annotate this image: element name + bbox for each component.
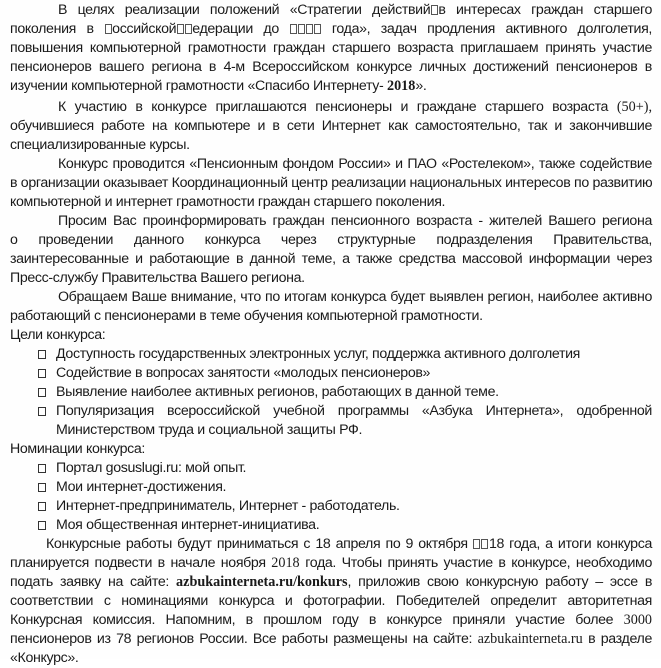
nomination-item xyxy=(38,459,652,478)
checkbox-bullet-icon xyxy=(38,464,46,473)
text: , приложив свою конкурсную работу – эссе в xyxy=(347,574,653,590)
paragraph-2-line-3: специализированные курсы. xyxy=(10,137,190,153)
nomination-text: Мои интернет-достижения. xyxy=(56,479,227,495)
paragraph-1-line-1 xyxy=(58,1,652,20)
nomination-item xyxy=(38,478,652,497)
missing-glyph-icon xyxy=(177,24,184,34)
closing-line-2 xyxy=(10,554,652,573)
text: подать заявку на сайте: xyxy=(10,574,169,590)
nominations-heading: Номинации конкурса: xyxy=(10,441,146,457)
closing-line-7: «Конкурс». xyxy=(10,650,79,666)
paragraph-1-line-3: повышения компьютерной грамотности граждан старшего возраста приглашаем принять участие xyxy=(10,40,652,56)
checkbox-bullet-icon xyxy=(38,483,46,492)
goal-item-continuation: Министерством труда и социальной защиты РФ. xyxy=(56,422,363,438)
closing-line-5 xyxy=(10,611,652,630)
text: оссийской xyxy=(112,21,177,37)
missing-glyph-icon xyxy=(314,24,321,34)
missing-glyph-icon xyxy=(298,24,305,34)
text: Конкурсная комиссия. Напомним, в прошлом году в конкурсе приняли участие более xyxy=(10,612,614,628)
paragraph-5-line-2: работающий с пенсионерами в теме обучения компьютерной грамотности. xyxy=(10,308,483,324)
checkbox-bullet-icon xyxy=(38,407,46,416)
goal-item xyxy=(38,345,652,364)
text: планируется подвести в начале ноября xyxy=(10,555,266,571)
text: Конкурсные работы будут приниматься с 18 апреля по 9 октября xyxy=(46,536,468,552)
nomination-item xyxy=(38,516,652,535)
goal-text: Популяризация всероссийской учебной программы «Азбука Интернета», одобренной xyxy=(56,403,652,419)
participant-count: 3000 xyxy=(623,612,652,628)
checkbox-bullet-icon xyxy=(38,369,46,378)
site-url-link[interactable]: azbukainterneta.ru xyxy=(477,631,583,647)
paragraph-2-line-1 xyxy=(58,98,652,117)
year: 2018 xyxy=(386,78,416,94)
paragraph-5-line-1: Обращаем Ваше внимание, что по итогам конкурса будет выявлен регион, наиболее активно xyxy=(58,289,652,305)
paragraph-4-line-1: Просим Вас проинформировать граждан пенсионного возраста - жителей Вашего региона xyxy=(58,213,652,229)
paragraph-3-line-2: в организации оказывает Координационный центр реализации национальных интересов по развитию xyxy=(10,175,653,191)
paragraph-2-line-2: обучившиеся работе на компьютере и в сети Интернет как самостоятельно, так и закончившие xyxy=(10,118,652,134)
closing-line-1 xyxy=(46,535,652,554)
contest-url-link[interactable]: azbukainterneta.ru/konkurs xyxy=(176,574,348,590)
missing-glyph-icon xyxy=(431,5,438,15)
text: пенсионеров из 78 регионов России. Все работы размещены на сайте: xyxy=(10,631,473,647)
missing-glyph-icon xyxy=(290,24,297,34)
goal-item xyxy=(38,402,652,421)
missing-glyph-icon xyxy=(105,24,112,34)
goal-item xyxy=(38,364,652,383)
text: 18 года, а итоги конкурса xyxy=(488,536,653,552)
text: года», задач продления активного долголетия, xyxy=(331,21,653,37)
goal-text: Доступность государственных электронных услуг, поддержка активного долголетия xyxy=(56,346,581,362)
paragraph-3-line-3: компьютерной и интернет грамотности граждан старшего поколения. xyxy=(10,194,446,210)
text: едерации до xyxy=(192,21,279,37)
nomination-item xyxy=(38,497,652,516)
goal-text: Выявление наиболее активных регионов, работающих в данной теме. xyxy=(56,384,499,400)
closing-line-4: соответствии с номинациями конкурса и фотографии. Победителей определит авторитетная xyxy=(10,593,652,609)
paragraph-4-line-2: о проведении данного конкурса через структурные подразделения Правительства, xyxy=(10,232,652,248)
nomination-text: Портал gosuslugi.ru: мой опыт. xyxy=(56,460,247,476)
paragraph-4-line-3: заинтересованные и работающие в данной теме, а также средства массовой информации через xyxy=(10,251,652,267)
text: изучении компьютерной грамотности «Спасибо Интернету- xyxy=(10,78,384,94)
checkbox-bullet-icon xyxy=(38,388,46,397)
paragraph-4-line-4: Пресс-службу Правительства Вашего региона. xyxy=(10,270,305,286)
missing-glyph-icon xyxy=(473,539,480,549)
paragraph-1-line-2 xyxy=(10,20,652,39)
checkbox-bullet-icon xyxy=(38,521,46,530)
age-note: (50+), xyxy=(616,99,652,115)
year: 2018 xyxy=(271,555,300,571)
nomination-text: Интернет-предприниматель, Интернет - работодатель. xyxy=(56,498,400,514)
text: в интересах граждан старшего xyxy=(438,2,653,18)
text: В целях реализации положений «Стратегии действий xyxy=(58,2,431,18)
missing-glyph-icon xyxy=(185,24,192,34)
checkbox-bullet-icon xyxy=(38,350,46,359)
paragraph-3-line-1: Конкурс проводится «Пенсионным фондом России» и ПАО «Ростелеком», также содействие xyxy=(58,156,652,172)
closing-line-3 xyxy=(10,573,652,592)
text: К участию в конкурсе приглашаются пенсионеры и граждане старшего возраста xyxy=(58,99,609,115)
text: года. Чтобы принять участие в конкурсе, необходимо xyxy=(305,555,652,571)
checkbox-bullet-icon xyxy=(38,502,46,511)
closing-line-6 xyxy=(10,630,652,649)
text: в разделе xyxy=(588,631,652,647)
goal-item xyxy=(38,383,652,402)
nomination-text: Моя общественная интернет-инициатива. xyxy=(56,517,320,533)
text: ». xyxy=(415,78,427,94)
missing-glyph-icon xyxy=(306,24,313,34)
missing-glyph-icon xyxy=(481,539,488,549)
goals-heading: Цели конкурса: xyxy=(10,327,106,343)
goal-text: Содействие в вопросах занятости «молодых пенсионеров» xyxy=(56,365,431,381)
paragraph-1-line-4: пенсионеров вашего региона в 4-м Всероссийском конкурсе личных достижений пенсионеров в xyxy=(10,59,652,75)
paragraph-1-line-5 xyxy=(10,77,652,96)
text: поколения в xyxy=(10,21,94,37)
